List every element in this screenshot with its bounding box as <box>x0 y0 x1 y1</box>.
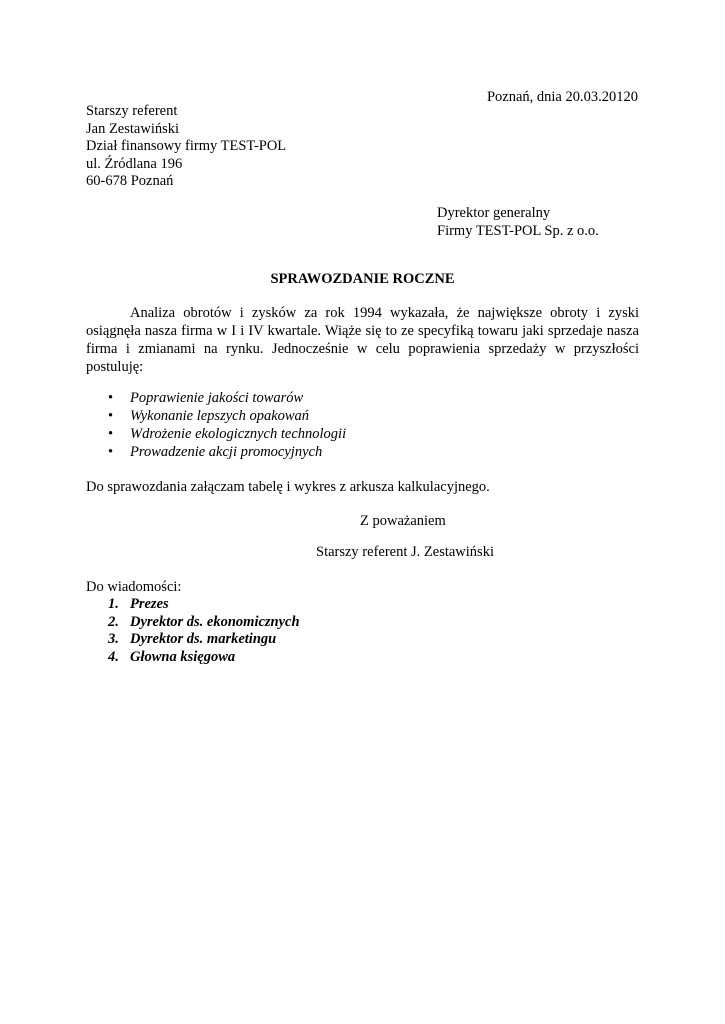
sender-line: 60-678 Poznań <box>86 173 174 189</box>
closing-phrase: Z poważaniem <box>360 513 446 529</box>
bullet-item <box>86 389 346 407</box>
sender-line: ul. Źródlana 196 <box>86 155 183 172</box>
cc-item <box>86 630 300 648</box>
signature: Starszy referent J. Zestawiński <box>316 544 494 560</box>
cc-item-text: Głowna księgowa <box>130 648 236 665</box>
cc-item <box>86 613 300 631</box>
sender-line: Jan Zestawiński <box>86 120 180 137</box>
cc-item-number: 2. <box>108 613 119 630</box>
date-line: Poznań, dnia 20.03.20120 <box>486 89 638 105</box>
cc-item-number: 4. <box>108 648 119 665</box>
bullet-list <box>86 389 346 461</box>
bullet-icon: • <box>108 390 114 406</box>
bullet-icon: • <box>108 444 114 460</box>
bullet-text: Poprawienie jakości towarów <box>130 390 304 406</box>
attachment-note: Do sprawozdania załączam tabelę i wykres z arkusza kalkulacyjnego. <box>86 479 490 495</box>
bullet-text: Wdrożenie ekologicznych technologii <box>130 426 347 442</box>
recipient-block <box>437 204 599 239</box>
cc-label: Do wiadomości: <box>86 579 182 595</box>
bullet-item <box>86 407 346 425</box>
body-paragraph: Analiza obrotów i zysków za rok 1994 wykazała, że największe obroty i zyski osiągnęła nasza firma w I i IV kwartale. Wiąże się to ze specyfiką towaru jaki sprzedaje nasza firma i zmianami na rynku. Jednocześnie w celu poprawienia sprzedaży w przyszłości postuluję: <box>86 305 639 375</box>
sender-line: Starszy referent <box>86 103 178 119</box>
cc-item <box>86 648 300 666</box>
bullet-item <box>86 443 346 461</box>
cc-item-text: Dyrektor ds. marketingu <box>130 631 277 647</box>
sender-block <box>86 102 286 190</box>
recipient-line: Dyrektor generalny <box>437 205 551 221</box>
cc-item-number: 1. <box>108 596 119 612</box>
bullet-icon: • <box>108 408 114 424</box>
recipient-line: Firmy TEST-POL Sp. z o.o. <box>437 222 599 239</box>
cc-item-text: Dyrektor ds. ekonomicznych <box>130 613 300 630</box>
cc-item <box>86 595 300 613</box>
cc-list <box>86 595 300 665</box>
cc-item-text: Prezes <box>130 596 169 612</box>
bullet-item <box>86 425 346 443</box>
sender-line: Dział finansowy firmy TEST-POL <box>86 138 287 154</box>
document-title: SPRAWOZDANIE ROCZNE <box>270 271 455 287</box>
bullet-text: Wykonanie lepszych opakowań <box>130 408 310 424</box>
bullet-icon: • <box>108 426 114 442</box>
bullet-text: Prowadzenie akcji promocyjnych <box>130 444 323 460</box>
cc-item-number: 3. <box>108 631 119 647</box>
